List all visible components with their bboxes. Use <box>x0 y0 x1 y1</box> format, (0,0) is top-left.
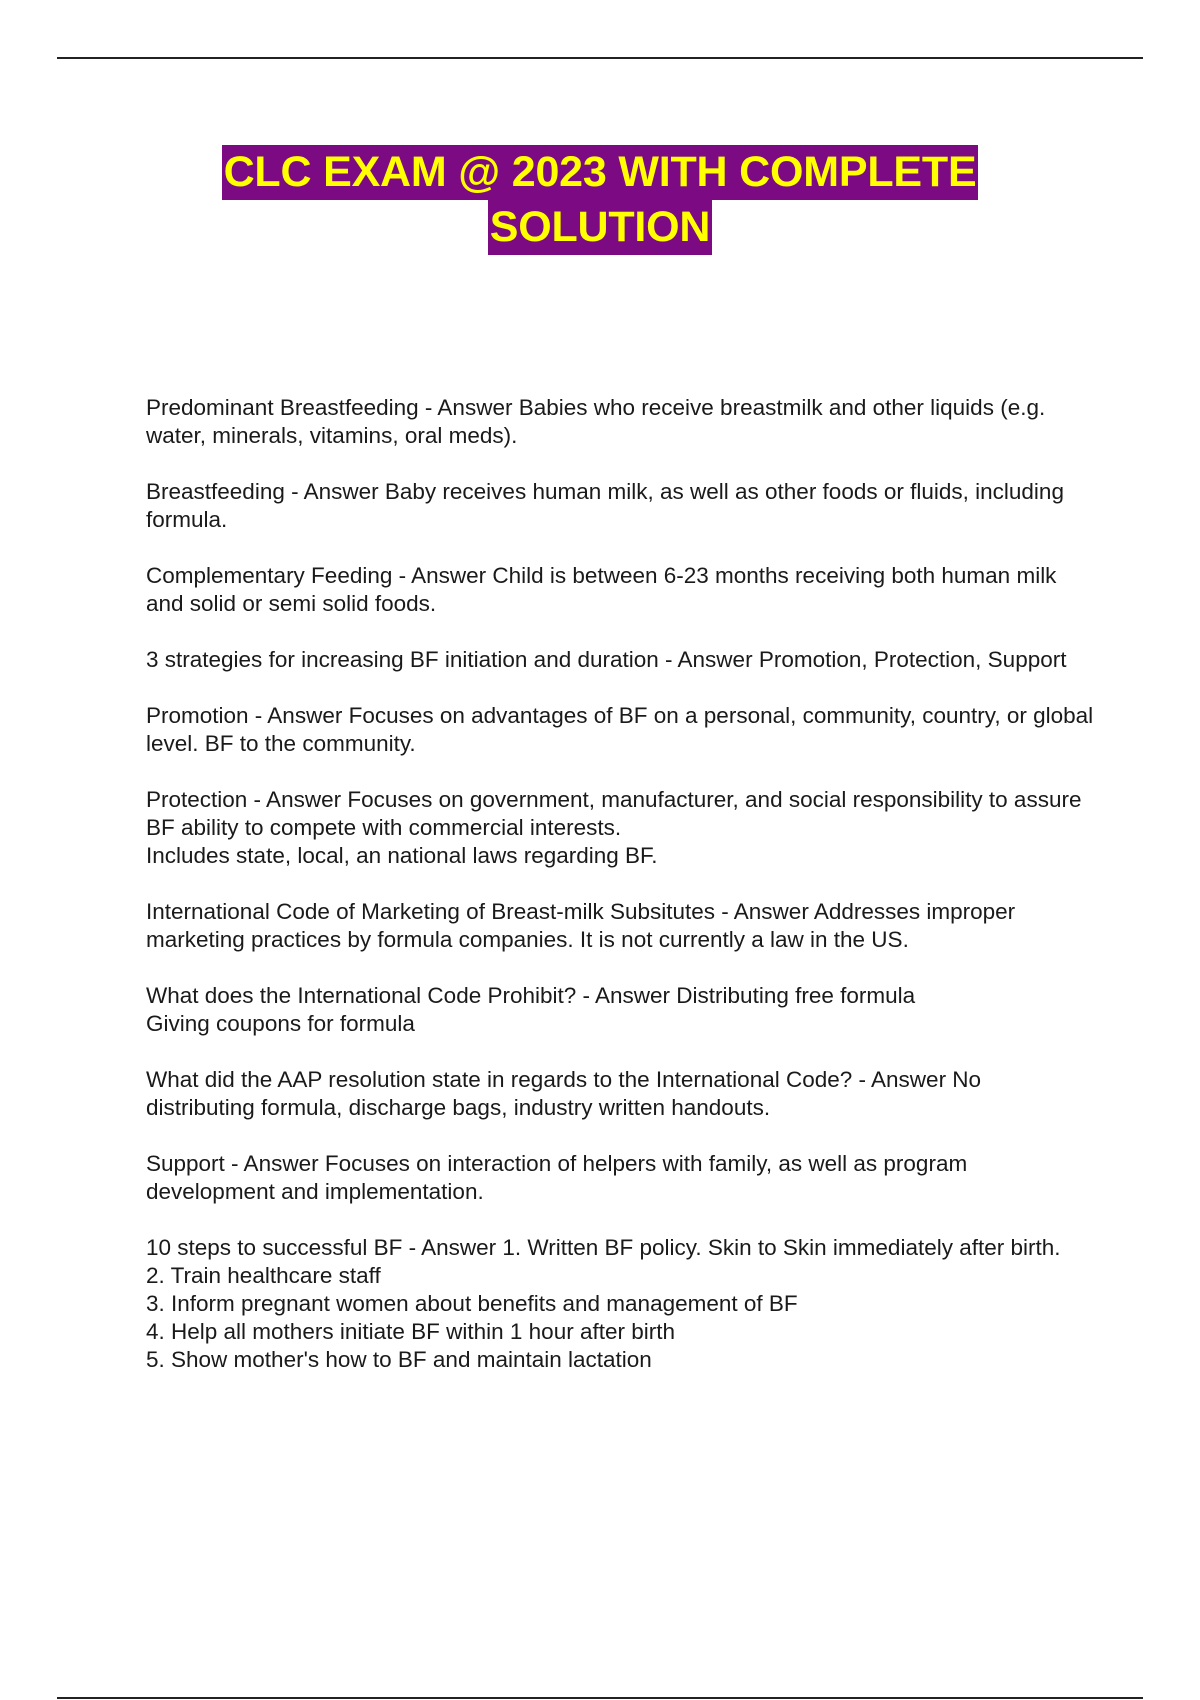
qa-item <box>146 786 1096 870</box>
qa-item <box>146 982 1096 1038</box>
qa-extra-line: 4. Help all mothers initiate BF within 1 hour after birth <box>146 1319 675 1344</box>
qa-item <box>146 1066 1096 1122</box>
qa-extra-line: Includes state, local, an national laws regarding BF. <box>146 843 658 868</box>
qa-text: Support - Answer Focuses on interaction of helpers with family, as well as program development and implementation. <box>146 1151 968 1204</box>
qa-item <box>146 478 1096 534</box>
qa-text: What did the AAP resolution state in regards to the International Code? - Answer No distributing formula, discharge bags, industry written handouts. <box>146 1067 982 1120</box>
qa-item <box>146 562 1096 618</box>
qa-extra-line: 5. Show mother's how to BF and maintain lactation <box>146 1347 652 1372</box>
qa-item <box>146 646 1096 674</box>
qa-text: 3 strategies for increasing BF initiation and duration - Answer Promotion, Protection, Support <box>146 647 1067 672</box>
qa-text: 10 steps to successful BF - Answer 1. Written BF policy. Skin to Skin immediately after birth. <box>146 1235 1061 1260</box>
bottom-rule <box>57 1697 1143 1699</box>
qa-extra-line: 3. Inform pregnant women about benefits and management of BF <box>146 1291 798 1316</box>
qa-text: Breastfeeding - Answer Baby receives human milk, as well as other foods or fluids, including formula. <box>146 479 1064 532</box>
qa-item <box>146 394 1096 450</box>
top-rule <box>57 57 1143 59</box>
qa-item <box>146 1234 1096 1374</box>
qa-item <box>146 702 1096 758</box>
qa-list <box>146 394 1096 1402</box>
qa-text: What does the International Code Prohibit? - Answer Distributing free formula <box>146 983 916 1008</box>
qa-extra-line: 2. Train healthcare staff <box>146 1263 381 1288</box>
qa-text: Promotion - Answer Focuses on advantages of BF on a personal, community, country, or global level. BF to the community. <box>146 703 1094 756</box>
qa-item <box>146 898 1096 954</box>
qa-text: Protection - Answer Focuses on government, manufacturer, and social responsibility to assure BF ability to compete with commercial interests. <box>146 787 1082 840</box>
qa-item <box>146 1150 1096 1206</box>
document-title <box>0 145 1200 255</box>
qa-text: International Code of Marketing of Breast-milk Subsitutes - Answer Addresses improper marketing practices by formula companies. It is not currently a law in the US. <box>146 899 1016 952</box>
qa-extra-line: Giving coupons for formula <box>146 1011 415 1036</box>
qa-text: Predominant Breastfeeding - Answer Babies who receive breastmilk and other liquids (e.g. water, minerals, vitamins, oral meds). <box>146 395 1046 448</box>
title-line-2: SOLUTION <box>488 200 713 255</box>
title-line-1: CLC EXAM @ 2023 WITH COMPLETE <box>222 145 979 200</box>
qa-text: Complementary Feeding - Answer Child is between 6-23 months receiving both human milk and solid or semi solid foods. <box>146 563 1057 616</box>
